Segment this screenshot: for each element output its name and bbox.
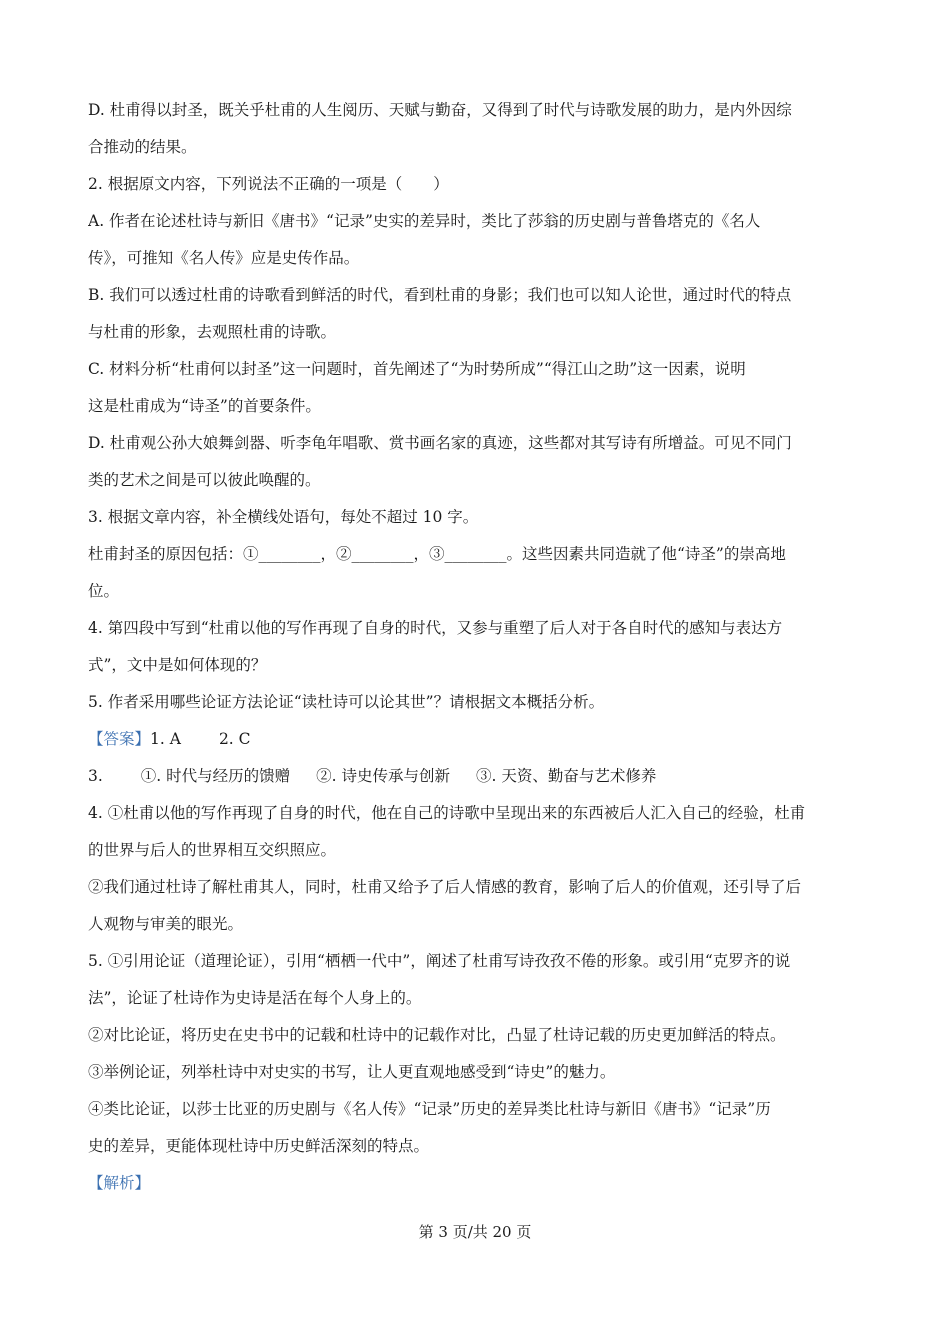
text-line: 合推动的结果。 [88, 138, 197, 156]
text-line: 这是杜甫成为“诗圣”的首要条件。 [88, 397, 321, 415]
text-line: 的世界与后人的世界相互交织照应。 [88, 841, 337, 859]
answer-line [88, 721, 864, 758]
answer-5-line: 5. ①引用论证（道理论证），引用“栖栖一代中”，阐述了杜甫写诗孜孜不倦的形象。或引用“克罗齐的说 [88, 952, 791, 970]
answer-1: 1. A [150, 730, 181, 748]
question-3: 3. 根据文章内容，补全横线处语句，每处不超过 10 字。 [88, 508, 479, 526]
text-line: ④类比论证，以莎士比亚的历史剧与《名人传》“记录”历史的差异类比杜诗与新旧《唐书》“记录”历 [88, 1100, 771, 1118]
answer-4-line: 4. ①杜甫以他的写作再现了自身的时代，他在自己的诗歌中呈现出来的东西被后人汇入自己的经验，杜甫 [88, 804, 806, 822]
answer-3-item: ②. 诗史传承与创新 [316, 767, 451, 785]
text-line: 式”，文中是如何体现的？ [88, 656, 267, 674]
text-line: 类的艺术之间是可以彼此唤醒的。 [88, 471, 321, 489]
analysis-tag: 【解析】 [88, 1174, 151, 1192]
text-line: 史的差异，更能体现杜诗中历史鲜活深刻的特点。 [88, 1137, 430, 1155]
answer-3-number: 3. [88, 767, 103, 785]
answer-3-line [88, 758, 864, 795]
option-a: A. 作者在论述杜诗与新旧《唐书》“记录”史实的差异时，类比了莎翁的历史剧与普鲁塔克的《名人 [88, 212, 761, 230]
question-4: 4. 第四段中写到“杜甫以他的写作再现了自身的时代，又参与重塑了后人对于各自时代的感知与表达方 [88, 619, 783, 637]
page-footer: 第 3 页/共 20 页 [418, 1223, 532, 1241]
answer-3-item: ①. 时代与经历的馈赠 [140, 767, 291, 785]
answer-2: 2. C [218, 730, 251, 748]
question-5: 5. 作者采用哪些论证方法论证“读杜诗可以论其世”？请根据文本概括分析。 [88, 693, 605, 711]
text-line: ②对比论证，将历史在史书中的记载和杜诗中的记载作对比，凸显了杜诗记载的历史更加鲜活的特点。 [88, 1026, 786, 1044]
page-content [88, 92, 864, 1202]
option-c: C. 材料分析“杜甫何以封圣”这一问题时，首先阐述了“为时势所成”“得江山之助”这一因素，说明 [88, 360, 746, 378]
analysis-line [88, 1165, 864, 1202]
fill-blank-line: 杜甫封圣的原因包括：①________，②________，③________。这些因素共同造就了他“诗圣”的崇高地 [88, 545, 786, 563]
text-line: 与杜甫的形象，去观照杜甫的诗歌。 [88, 323, 337, 341]
question-2: 2. 根据原文内容，下列说法不正确的一项是（ ） [88, 175, 449, 193]
option-b: B. 我们可以透过杜甫的诗歌看到鲜活的时代，看到杜甫的身影；我们也可以知人论世，通过时代的特点 [88, 286, 792, 304]
text-line: ③举例论证，列举杜诗中对史实的书写，让人更直观地感受到“诗史”的魅力。 [88, 1063, 616, 1081]
text-line: 传》，可推知《名人传》应是史传作品。 [88, 249, 360, 267]
answer-tag: 【答案】 [88, 730, 151, 748]
text-line: ②我们通过杜诗了解杜甫其人，同时，杜甫又给予了后人情感的教育，影响了后人的价值观，还引导了后 [88, 878, 802, 896]
text-line: D. 杜甫得以封圣，既关乎杜甫的人生阅历、天赋与勤奋，又得到了时代与诗歌发展的助力，是内外因综 [88, 101, 792, 119]
text-line: 位。 [88, 582, 120, 600]
answer-3-item: ③. 天资、勤奋与艺术修养 [476, 767, 657, 785]
text-line: 人观物与审美的眼光。 [88, 915, 244, 933]
option-d: D. 杜甫观公孙大娘舞剑器、听李龟年唱歌、赏书画名家的真迹，这些都对其写诗有所增益。可见不同门 [88, 434, 792, 452]
text-line: 法”，论证了杜诗作为史诗是活在每个人身上的。 [88, 989, 422, 1007]
